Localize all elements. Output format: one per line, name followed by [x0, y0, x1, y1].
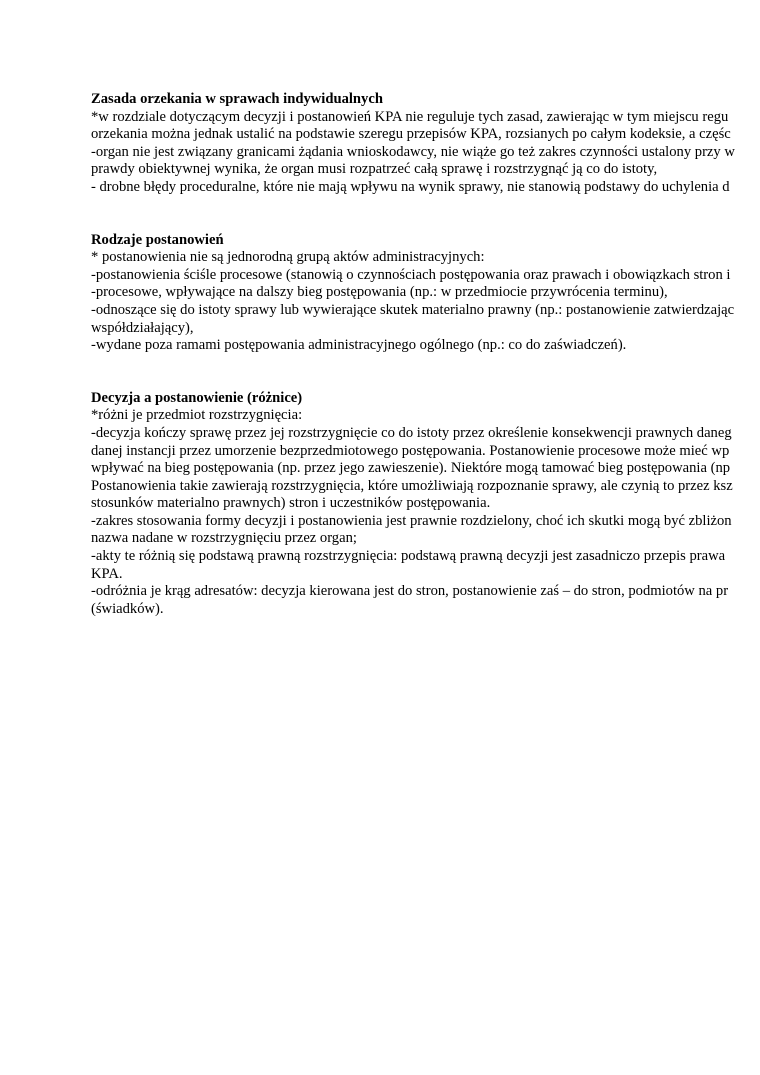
- paragraph-line: wpływać na bieg postępowania (np. przez jego zawieszenie). Niektóre mogą tamować bieg postępowania (np: [91, 460, 731, 477]
- paragraph-line: * postanowienia nie są jednorodną grupą aktów administracyjnych:: [91, 249, 485, 266]
- paragraph-line: -procesowe, wpływające na dalszy bieg postępowania (np.: w przedmiocie przywrócenia terminu),: [91, 284, 668, 301]
- section-heading: Rodzaje postanowień: [91, 231, 224, 248]
- section-zasada-orzekania: [91, 91, 760, 197]
- paragraph-line: orzekania można jednak ustalić na podstawie szeregu przepisów KPA, rozsianych po całym kodeksie, a częśc: [91, 126, 731, 143]
- paragraph-line: *w rozdziale dotyczącym decyzji i postanowień KPA nie reguluje tych zasad, zawierając w tym miejscu regu: [91, 108, 729, 125]
- paragraph-line: danej instancji przez umorzenie bezprzedmiotowego postępowania. Postanowienie procesowe może mieć wp: [91, 442, 730, 459]
- document-page: [91, 91, 760, 618]
- section-rodzaje-postanowien: [91, 232, 760, 355]
- section-decyzja-a-postanowienie: [91, 390, 760, 619]
- paragraph-line: -wydane poza ramami postępowania administracyjnego ogólnego (np.: co do zaświadczeń).: [91, 337, 627, 354]
- paragraph-line: - drobne błędy proceduralne, które nie mają wpływu na wynik sprawy, nie stanowią podstawy do uchylenia d: [91, 178, 730, 195]
- paragraph-line: -zakres stosowania formy decyzji i postanowienia jest prawnie rozdzielony, choć ich skutki mogą być zbliżon: [91, 512, 732, 529]
- paragraph-line: -akty te różnią się podstawą prawną rozstrzygnięcia: podstawą prawną decyzji jest zasadniczo przepis prawa: [91, 548, 726, 565]
- paragraph-line: -odnoszące się do istoty sprawy lub wywierające skutek materialno prawny (np.: postanowienie zatwierdzając: [91, 301, 735, 318]
- paragraph-line: KPA.: [91, 565, 123, 582]
- paragraph-line: prawdy obiektywnej wynika, że organ musi rozpatrzeć całą sprawę i rozstrzygnąć ją co do istoty,: [91, 161, 658, 178]
- paragraph-line: *różni je przedmiot rozstrzygnięcia:: [91, 407, 303, 424]
- paragraph-line: -postanowienia ściśle procesowe (stanowią o czynnościach postępowania oraz prawach i obowiązkach stron i: [91, 266, 731, 283]
- paragraph-line: -decyzja kończy sprawę przez jej rozstrzygnięcie co do istoty przez określenie konsekwencji prawnych daneg: [91, 424, 732, 441]
- section-heading: Zasada orzekania w sprawach indywidualnych: [91, 91, 383, 107]
- paragraph-line: (świadków).: [91, 600, 164, 617]
- paragraph-line: nazwa nadane w rozstrzygnięciu przez organ;: [91, 530, 357, 547]
- paragraph-line: współdziałający),: [91, 319, 194, 336]
- paragraph-line: -organ nie jest związany granicami żądania wnioskodawcy, nie wiąże go też zakres czynności ustalony przy w: [91, 143, 735, 160]
- paragraph-line: stosunków materialno prawnych) stron i uczestników postępowania.: [91, 495, 491, 512]
- paragraph-line: Postanowienia takie zawierają rozstrzygnięcia, które umożliwiają rozpoznanie sprawy, ale czynią to przez ksz: [91, 477, 733, 494]
- section-heading: Decyzja a postanowienie (różnice): [91, 389, 303, 406]
- paragraph-line: -odróżnia je krąg adresatów: decyzja kierowana jest do stron, postanowienie zaś – do stron, podmiotów na pr: [91, 583, 729, 600]
